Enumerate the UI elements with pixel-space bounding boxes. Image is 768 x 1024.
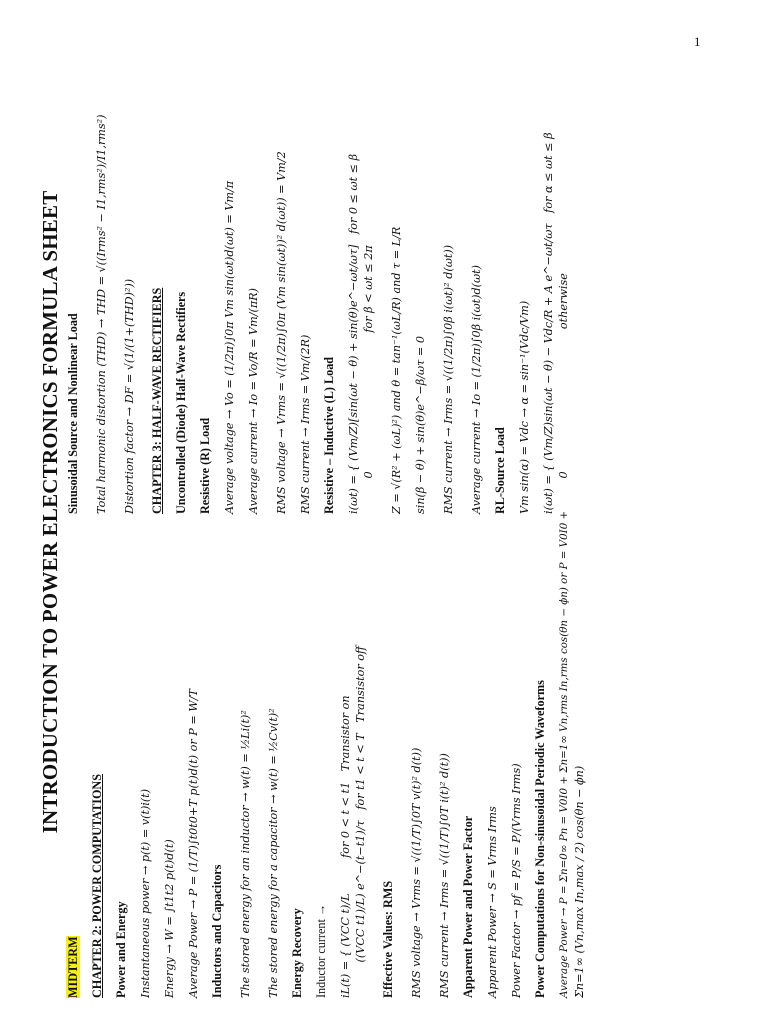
chapter-3-heading: CHAPTER 3: HALF-WAVE RECTIFIERS [150,287,164,514]
rl-source-formula-2: 0 otherwise [557,273,570,514]
power-factor-formula: Power Factor → pf = P/S = P/(Vrms Irms) [510,763,523,998]
inst-power-formula: Instantaneous power → p(t) = v(t)i(t) [139,788,152,998]
sinusoidal-heading: Sinusoidal Source and Nonlinear Load [66,313,80,514]
inductor-current-label: Inductor current → [314,903,328,998]
page-number: 1 [694,34,701,49]
avg-current-formula: Average current → Io = Vo/R = Vm/(πR) [247,288,260,514]
resistive-heading: Resistive (R) Load [198,417,212,514]
rl-load-heading: Resistive – Inductive (L) Load [322,356,336,514]
document-title: INTRODUCTION TO POWER ELECTRONICS FORMULA SHEET [38,190,62,834]
uncontrolled-heading: Uncontrolled (Diode) Half-Wave Rectifiers [174,291,188,514]
beta-equation: sin(β − θ) + sin(θ)e^−β/ωτ = 0 [414,336,427,514]
rms-current-formula-r: RMS current → Irms = Vm/(2R) [299,334,312,514]
energy-recovery-heading: Energy Recovery [290,908,304,998]
avg-power-formula: Average Power → P = (1/T)∫t0t0+T p(t)d(t) or P = W/T [187,688,200,998]
avg-voltage-formula: Average voltage → Vo = (1/2π)∫0π Vm sin(ωt)d(ωt) = Vm/π [223,180,236,514]
i-wt-formula-2: 0 for β < ωt ≤ 2π [362,245,375,514]
rl-avg-formula: Average current → Io = (1/2π)∫0β i(ωt)d(ωt) [470,264,483,514]
nonsin-avg-formula-2: Σn=1∞ (Vn,max In,max / 2) cos(θn − ϕn) [573,765,586,998]
energy-formula: Energy → W = ∫t1t2 p(t)d(t) [163,839,176,998]
rms-voltage-formula-r: RMS voltage → Vrms = √((1/2π)∫0π (Vm sin(ωt))² d(ωt)) = Vm/2 [275,151,288,514]
thd-formula: Total harmonic distortion (THD) → THD = √((Irms² − I1,rms²)/I1,rms²) [95,114,108,514]
left-column [66,510,587,998]
power-energy-heading: Power and Energy [114,901,128,998]
right-column [66,14,571,514]
ind-cap-heading: Inductors and Capacitors [210,864,224,998]
df-formula: Distortion factor → DF = √(1/(1+(THD)²)) [123,278,136,514]
apparent-heading: Apparent Power and Power Factor [461,815,475,998]
midterm-label: MIDTERM [66,936,80,998]
i-wt-formula-1: i(ωt) = { (Vm/Z)[sin(ωt − θ) + sin(θ)e^−ωt/ωτ] for 0 ≤ ωt ≤ β [347,153,360,514]
rl-source-formula-1: i(ωt) = { (Vm/Z)sin(ωt − θ) − Vdc/R + A e^−ωt/ωτ for α ≤ ωt ≤ β [542,132,555,514]
inductor-energy-formula: The stored energy for an inductor → w(t) = ½Li(t)² [239,710,252,998]
apparent-power-formula: Apparent Power → S = Vrms Irms [486,806,499,998]
il-off-formula: ((VCC t1)/L) e^−(t−t1)/τ for t1 < t < T Transistor off [354,646,367,998]
rl-rms-formula: RMS current → Irms = √((1/2π)∫0β i(ωt)² d(ωt)) [442,244,455,514]
il-on-formula: iL(t) = { (VCC t)/L for 0 < t < t1 Transistor on [339,695,352,998]
z-theta-formula: Z = √(R² + (ωL)²) and θ = tan⁻¹(ωL/R) and τ = L/R [390,226,403,514]
rms-voltage-formula: RMS voltage → Vrms = √((1/T)∫0T v(t)² d(t)) [410,747,423,998]
nonsin-heading: Power Computations for Non-sinusoidal Periodic Waveforms [533,680,547,998]
eff-values-heading: Effective Values: RMS [381,880,395,998]
alpha-equation: Vm sin(α) = Vdc → α = sin⁻¹(Vdc/Vm) [518,300,531,514]
nonsin-avg-formula: Average Power → P = Σn=0∞ Pn = V0I0 + Σn=1∞ Vn,rms In,rms cos(θn − ϕn) or P = V0I0 + [558,510,570,998]
chapter-2-heading: CHAPTER 2: POWER COMPUTATIONS [90,773,104,998]
rms-current-formula: RMS current → Irms = √((1/T)∫0T i(t)² d(t)) [438,753,451,998]
capacitor-energy-formula: The stored energy for a capacitor → w(t) = ½Cv(t)² [267,708,280,998]
rl-source-heading: RL-Source Load [493,427,507,514]
